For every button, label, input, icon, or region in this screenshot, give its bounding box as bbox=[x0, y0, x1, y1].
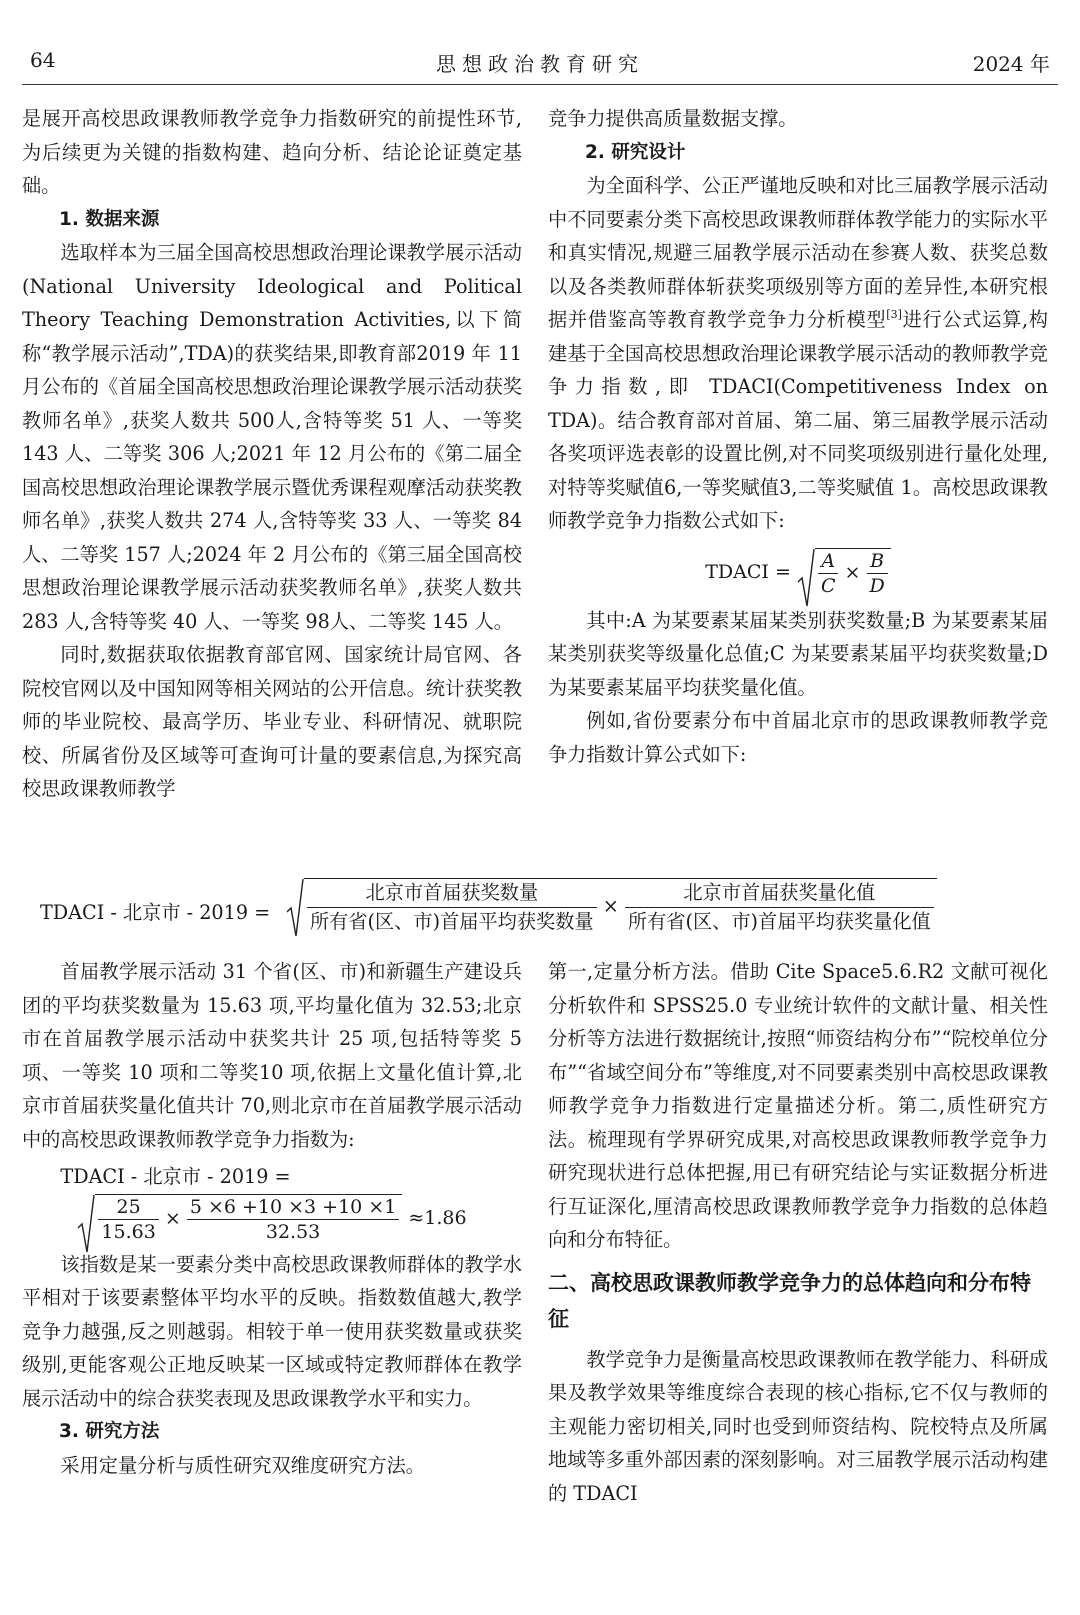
beijing-count-fraction: $\frac{\text{北京市首届获奖数量}}{\text{所有省(区、市)首届平均获奖数量}}$ bbox=[307, 879, 597, 936]
beijing-calculation bbox=[22, 1160, 522, 1244]
formula-sqrt: $\frac{A}{C}$ × $\frac{B}{D}$ bbox=[797, 548, 891, 598]
data-acquisition-paragraph: 同时,数据获取依据教育部官网、国家统计局官网、各院校官网以及中国知网等相关网站的公开信息。统计获奖教师的毕业院校、最高学历、毕业专业、科研情况、就职院校、所属省份及区域等可查询可计量的要素信息,为探究高校思政课教师教学 bbox=[22, 643, 522, 800]
right-column-bottom bbox=[548, 955, 1048, 1510]
calculation-result: ≈1.86 bbox=[408, 1206, 467, 1229]
tdaci-formula bbox=[548, 548, 1048, 598]
left-column-top bbox=[22, 102, 522, 806]
beijing-formula-sqrt: $\frac{\text{北京市首届获奖数量}}{\text{所有省(区、市)首届平均获奖数量}}$ × $\frac{\text{北京市首届获奖量化值}}{\text{所有省(区、市)首届平均获奖量化值}}$ bbox=[286, 878, 937, 936]
beijing-formula-lhs: TDACI - 北京市 - 2019 = bbox=[40, 901, 271, 924]
calculation-sqrt: $\frac{25}{15.63}$ × $\frac{5 \times 6 +10 \times 3 +10 \times 1}{32.53}$ bbox=[77, 1194, 402, 1244]
data-source-paragraph: 选取样本为三届全国高校思想政治理论课教学展示活动(National University Ideological and Political Theory Teaching Demonstration Activities,以下简称“教学展示活动”,TDA)的获奖结果,即教育部2019 年 11 月公布的《首届全国高校思想政治理论课教学展示活动获奖教师名单》,获奖人数共 500人,含特等奖 51 人、一等奖 143 人、二等奖 306 人;2021 年 12 月公布的《第二届全国高校思想政治理论课教学展示暨优秀课程观摩活动获奖教师名单》,获奖人数共 274 人,含特等奖 33 人、一等奖 84人、二等奖 157 人;2024 年 2 月公布的《第三届全国高校思想政治理论课教学展示活动获奖教师名单》,获奖人数共 283 人,含特等奖 40 人、一等奖 98人、二等奖 145 人。 bbox=[22, 241, 522, 633]
first-session-paragraph: 首届教学展示活动 31 个省(区、市)和新疆生产建设兵团的平均获奖数量为 15.63 项,平均量化值为 32.53;北京市在首届教学展示活动中获奖共计 25 项,包括特等奖 5 项、一等奖 10 项和二等奖10 项,依据上文量化值计算,北京市首届获奖量化值共计 70,则北京市在首届教学展示活动中的高校思政课教师教学竞争力指数为: bbox=[22, 960, 522, 1151]
quantitative-method-paragraph: 第一,定量分析方法。借助 Cite Space5.6.R2 文献可视化分析软件和 SPSS25.0 专业统计软件的文献计量、相关性分析等方法进行数据统计,按照“师资结构分布”“院校单位分布”“省域空间分布”等维度,对不同要素类别中高校思政课教师教学竞争力指数进行定量描述分析。第二,质性研究方法。梳理现有学界研究成果,对高校思政课教师教学竞争力研究现状进行总体把握,用已有研究结论与实证数据分析进行互证深化,厘清高校思政课教师教学竞争力指数的总体趋向和分布特征。 bbox=[548, 960, 1048, 1251]
index-meaning-paragraph: 该指数是某一要素分类中高校思政课教师群体的教学水平相对于该要素整体平均水平的反映。指数数值越大,教学竞争力越强,反之则越弱。相较于单一使用获奖数量或获奖级别,更能客观公正地反映某一区域或特定教师群体在教学展示活动中的综合获奖表现及思政课教学水平和实力。 bbox=[22, 1252, 522, 1410]
beijing-formula bbox=[40, 878, 1050, 942]
right-column-top bbox=[548, 102, 1048, 771]
page-header bbox=[22, 44, 1058, 85]
heading-research-method: 3. 研究方法 bbox=[59, 1421, 160, 1442]
variable-definition-paragraph: 其中:A 为某要素某届某类别获奖数量;B 为某要素某届某类别获奖等级量化总值;C 为某要素某届平均获奖数量;D 为某要素某届平均获奖量化值。 bbox=[548, 608, 1048, 699]
beijing-value-fraction: $\frac{\text{北京市首届获奖量化值}}{\text{所有省(区、市)首届平均获奖量化值}}$ bbox=[625, 879, 934, 936]
continuation-paragraph: 竞争力提供高质量数据支撑。 bbox=[548, 107, 798, 130]
heading-research-design: 2. 研究设计 bbox=[585, 141, 686, 163]
research-method-paragraph: 采用定量分析与质性研究双维度研究方法。 bbox=[60, 1453, 425, 1477]
section-2-paragraph: 教学竞争力是衡量高校思政课教师在教学能力、科研成果及教学效果等维度综合表现的核心指标,它不仅与教师的主观能力密切相关,同时也受到师资结构、院校特点及所属地域等多重外部因素的深刻影响。对三届教学展示活动构建的 TDACI bbox=[548, 1347, 1048, 1505]
calculation-lhs: TDACI - 北京市 - 2019 = bbox=[60, 1165, 291, 1188]
left-column-bottom bbox=[22, 955, 522, 1482]
issue-year: 2024 年 bbox=[972, 52, 1050, 76]
formula-lhs: TDACI = bbox=[705, 560, 791, 583]
research-design-text-b: 进行公式运算,构建基于全国高校思想政治理论课教学展示活动的教师教学竞争力指数,即 TDACI(Competitiveness Index on TDA)。结合教育部对首届、第二届、第三届教学展示活动各奖项评选表彰的设置比例,对不同奖项级别进行量化处理,对特等奖赋值6,一等奖赋值3,二等奖赋值 1。高校思政课教师教学竞争力指数公式如下: bbox=[548, 308, 1048, 532]
section-2-heading: 二、高校思政课教师教学竞争力的总体趋向和分布特征 bbox=[548, 1270, 1031, 1331]
heading-data-source: 1. 数据来源 bbox=[59, 208, 160, 230]
journal-title: 思想政治教育研究 bbox=[436, 52, 644, 76]
fraction-a-over-c: $\frac{A}{C}$ bbox=[818, 549, 839, 598]
reference-3: [3] bbox=[886, 308, 902, 321]
research-design-paragraph bbox=[548, 169, 1048, 538]
research-design-text-a: 为全面科学、公正严谨地反映和对比三届教学展示活动中不同要素分类下高校思政课教师群体教学能力的实际水平和真实情况,规避三届教学展示活动在参赛人数、获奖总数以及各类教师群体斩获奖项级别等方面的差异性,本研究根据并借鉴高等教育教学竞争力分析模型 bbox=[548, 174, 1048, 331]
page-number: 64 bbox=[30, 48, 56, 72]
intro-paragraph: 是展开高校思政课教师教学竞争力指数研究的前提性环节,为后续更为关键的指数构建、趋向分析、结论论证奠定基础。 bbox=[22, 107, 522, 197]
fraction-b-over-d: $\frac{B}{D}$ bbox=[867, 549, 888, 598]
example-paragraph: 例如,省份要素分布中首届北京市的思政课教师教学竞争力指数计算公式如下: bbox=[548, 709, 1048, 766]
